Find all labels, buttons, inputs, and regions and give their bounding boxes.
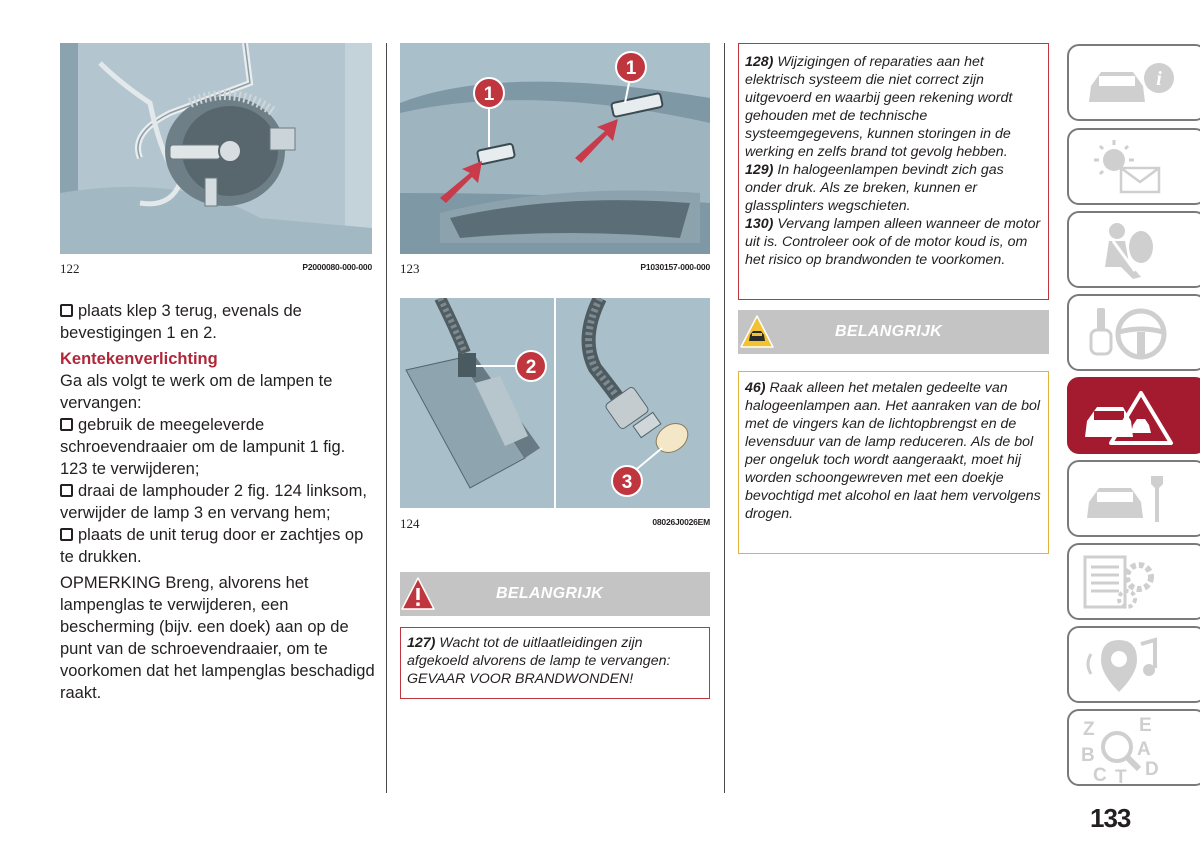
note-130: 130) Vervang lampen alleen wanneer de motor uit is. Controleer ook of de motor koud is, om het risico op brandwonden te voorkomen. — [745, 216, 1041, 268]
figure-122-image — [60, 43, 372, 254]
figure-124-image — [400, 298, 710, 508]
tab-starting-driving[interactable] — [1067, 294, 1200, 371]
note-text: Wacht tot de uitlaatleidingen zijn afgekoeld alvorens de lamp te vervangen: GEVAAR VOOR BRANDWONDEN! — [407, 635, 671, 687]
car-warning-icon — [1079, 385, 1189, 449]
checkbox-bullet-icon — [60, 304, 73, 317]
tab-safety[interactable] — [1067, 211, 1200, 288]
figure-code: 08026J0026EM — [652, 517, 710, 527]
note-129: 129) In halogeenlampen bevindt zich gas onder druk. Als ze breken, kunnen er glassplinters wegschieten. — [745, 162, 1004, 214]
svg-text:1: 1 — [483, 84, 495, 105]
figure-123-image — [400, 43, 710, 254]
note-128: 128) Wijzigingen of reparaties aan het elektrisch systeem die niet correct zijn uitgevoerd en waarbij geen rekening wordt gehouden met de technische systeemgegevens, kunnen storingen in de werking en zelfs brand tot gevolg hebben. — [745, 54, 1013, 160]
list-item: plaats klep 3 terug, evenals de bevestigingen 1 en 2. — [60, 302, 302, 342]
checkbox-bullet-icon — [60, 484, 73, 497]
note-paragraph: OPMERKING Breng, alvorens het lampenglas te verwijderen, een bescherming (bijv. een doek) aan op de punt van de schroevendraaier, om te voorkomen dat het lampenglas beschadigd raakt. — [60, 574, 375, 702]
car-wrench-icon — [1079, 468, 1189, 530]
callout-3 — [612, 466, 642, 496]
warning-banner — [400, 572, 710, 616]
figure-code: P1030157-000-000 — [640, 262, 710, 272]
callout-1a — [474, 78, 504, 108]
notes-128-130 — [738, 43, 1049, 300]
svg-text:E: E — [1139, 717, 1152, 736]
car-info-icon — [1079, 52, 1189, 114]
airbag-seat-icon — [1079, 219, 1189, 281]
checkbox-bullet-icon — [60, 418, 73, 431]
note-text: Raak alleen het metalen gedeelte van halogeenlampen aan. Het aanraken van de bol met de vingers kan de lichtopbrengst en de levensduur van de lamp reduceren. Als de bol per ongeluk toch wordt aangeraakt, moet hij worden schoongewreven met een doekje bevochtigd met alcohol en laat hem vervolgens drogen. — [745, 380, 1041, 522]
checkbox-bullet-icon — [60, 528, 73, 541]
tab-car-info[interactable] — [1067, 44, 1200, 121]
svg-text:2: 2 — [525, 357, 537, 378]
banner-label: BELANGRIJK — [835, 323, 943, 340]
figure-number: 124 — [400, 516, 420, 531]
car-warning-small-icon — [739, 314, 775, 350]
tab-lights-messages[interactable] — [1067, 128, 1200, 205]
svg-text:1: 1 — [625, 58, 637, 79]
column-1-text — [60, 300, 375, 708]
light-mail-icon — [1079, 136, 1189, 198]
tab-index[interactable] — [1067, 709, 1200, 786]
callout-1b — [616, 52, 646, 82]
tab-emergencies[interactable] — [1067, 377, 1200, 454]
list-gear-icon — [1079, 551, 1189, 613]
list-item: plaats de unit terug door er zachtjes op te drukken. — [60, 526, 364, 566]
figure-124-caption — [400, 516, 710, 532]
tab-multimedia[interactable] — [1067, 626, 1200, 703]
paragraph: Ga als volgt te werk om de lampen te vervangen: — [60, 372, 333, 412]
svg-text:i: i — [1156, 68, 1162, 90]
tab-servicing[interactable] — [1067, 460, 1200, 537]
column-divider — [724, 43, 725, 793]
note-127 — [400, 627, 710, 699]
column-divider — [386, 43, 387, 793]
svg-text:C: C — [1093, 765, 1107, 783]
figure-number: 123 — [400, 261, 420, 276]
figure-122-caption — [60, 261, 372, 277]
list-item: draai de lamphouder 2 fig. 124 linksom, verwijder de lamp 3 en vervang hem; — [60, 482, 367, 522]
warning-triangle-icon — [400, 575, 436, 613]
svg-text:D: D — [1145, 759, 1159, 780]
svg-text:T: T — [1115, 767, 1127, 783]
svg-text:Z: Z — [1083, 719, 1095, 740]
svg-text:B: B — [1081, 745, 1095, 766]
key-steering-wheel-icon — [1079, 302, 1189, 364]
figure-number: 122 — [60, 261, 80, 276]
note-number: 127) — [407, 635, 436, 651]
svg-text:3: 3 — [621, 472, 633, 493]
banner-label: BELANGRIJK — [496, 585, 604, 602]
section-heading: Kentekenverlichting — [60, 350, 218, 368]
important-banner — [738, 310, 1049, 354]
callout-2 — [516, 351, 546, 381]
page-number: 133 — [1090, 803, 1131, 833]
note-46 — [738, 371, 1049, 554]
tab-technical-data[interactable] — [1067, 543, 1200, 620]
note-number: 46) — [745, 380, 766, 396]
media-nav-icon — [1079, 634, 1189, 696]
index-search-icon — [1079, 717, 1189, 783]
figure-123-caption — [400, 261, 710, 277]
list-item: gebruik de meegeleverde schroevendraaier om de lampunit 1 fig. 123 te verwijderen; — [60, 416, 346, 478]
svg-text:A: A — [1137, 739, 1151, 760]
figure-code: P2000080-000-000 — [302, 262, 372, 272]
